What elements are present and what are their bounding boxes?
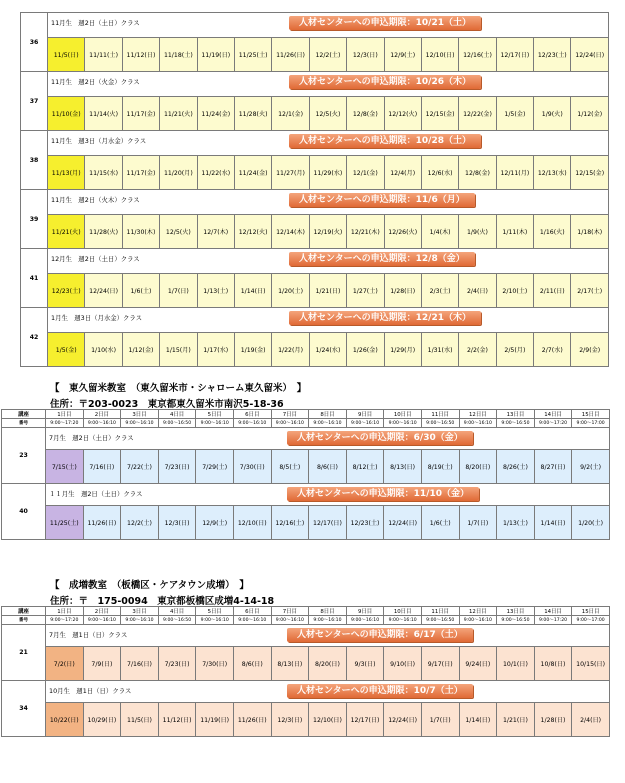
date-cell: 12/16(土) [271,506,309,540]
date-cell: 1/22(月) [272,333,309,367]
hours-cell: 9:00～16:50 [497,419,535,428]
date-cell: 1/14(日) [534,506,572,540]
date-cell: 11/5(日) [48,38,85,72]
course-dates-row [21,156,609,190]
course-dates-row [2,647,610,681]
course-number: 39 [21,190,48,249]
date-cell: 1/6(土) [421,506,459,540]
date-cell: 12/9(土) [196,506,234,540]
date-cell: 11/18(土) [160,38,197,72]
date-cell: 12/6(水) [421,156,458,190]
course-dates-row [21,97,609,131]
date-cell: 1/7(日) [459,506,497,540]
date-cell: 11/12(日) [122,38,159,72]
day-header-cell: 2日目 [83,607,121,616]
course-caption-row [21,131,609,156]
date-cell: 11/22(水) [197,156,234,190]
date-cell: 1/9(火) [459,215,496,249]
deadline-banner: 人材センターへの申込期限：11/6（月） [289,193,475,207]
day-header-row [2,410,610,419]
day-header-cell: 5日目 [196,607,234,616]
day-header-cell: 3日目 [121,607,159,616]
date-cell: 11/28(火) [85,215,122,249]
date-cell: 12/15(金) [421,97,458,131]
date-cell: 12/5(火) [160,215,197,249]
day-header-cell: 14日目 [534,410,572,419]
course-caption [46,681,610,703]
deadline-banner: 人材センターへの申込期限：12/21（木） [289,311,481,325]
date-cell: 1/13(土) [497,506,535,540]
day-header-cell: 8日目 [309,607,347,616]
class-name: 7月生 週1日（日）クラス [49,631,128,639]
date-cell: 12/26(火) [384,215,421,249]
date-cell: 7/15(土) [46,450,84,484]
date-cell: 10/22(日) [46,703,84,737]
date-cell: 7/30(日) [233,450,271,484]
date-cell: 8/13(日) [384,450,422,484]
label-number: 番号 [2,419,46,428]
class-name: 11月生 週2日（火金）クラス [51,78,140,86]
date-cell: 12/24(日) [85,274,122,308]
date-cell: 7/2(日) [46,647,84,681]
date-cell: 11/25(土) [234,38,271,72]
date-cell: 12/10(日) [421,38,458,72]
date-cell: 1/5(金) [496,97,533,131]
class-name: 10月生 週1日（日）クラス [49,687,132,695]
date-cell: 1/17(水) [197,333,234,367]
date-cell: 12/11(月) [496,156,533,190]
date-cell: 12/17(日) [496,38,533,72]
date-cell: 12/22(金) [459,97,496,131]
classroom-heading: 【 東久留米教室 （東久留米市・シャローム東久留米） 】 [50,383,307,394]
hours-cell: 9:00～16:10 [271,419,309,428]
date-cell: 12/12(火) [234,215,271,249]
day-header-cell: 9日目 [346,607,384,616]
date-cell: 1/26(金) [347,333,384,367]
day-header-cell: 12日目 [459,410,497,419]
course-number: 37 [21,72,48,131]
day-header-cell: 1日目 [46,410,84,419]
date-cell: 11/27(月) [272,156,309,190]
course-dates-row [2,703,610,737]
date-cell: 12/8(金) [459,156,496,190]
date-cell: 10/15(日) [572,647,610,681]
course-caption [48,131,609,156]
date-cell: 12/16(土) [459,38,496,72]
date-cell: 12/12(火) [384,97,421,131]
date-cell: 9/3(日) [346,647,384,681]
course-dates-row [21,215,609,249]
label-number: 番号 [2,616,46,625]
date-cell: 10/29(日) [83,703,121,737]
day-header-row [2,607,610,616]
hours-cell: 9:00～16:10 [233,419,271,428]
date-cell: 11/26(日) [233,703,271,737]
day-header-cell: 9日目 [346,410,384,419]
course-caption [46,428,610,450]
course-dates-row [2,506,610,540]
class-name: １１月生 週2日（土日）クラス [49,490,143,498]
class-name: 7月生 週2日（土日）クラス [49,434,134,442]
date-cell: 9/10(日) [384,647,422,681]
date-cell: 12/2(土) [309,38,346,72]
course-caption [48,72,609,97]
hours-cell: 9:00～16:50 [421,419,459,428]
date-cell: 7/23(日) [158,647,196,681]
course-number: 23 [2,428,46,484]
course-number: 36 [21,13,48,72]
date-cell: 11/25(土) [46,506,84,540]
deadline-banner: 人材センターへの申込期限：12/8（金） [289,252,475,266]
course-caption-row [21,72,609,97]
date-cell: 1/29(月) [384,333,421,367]
date-cell: 12/2(土) [121,506,159,540]
date-cell: 7/9(日) [83,647,121,681]
hours-cell: 9:00～16:10 [271,616,309,625]
section-course-schedule-1 [0,0,625,372]
hours-cell: 9:00～16:10 [196,616,234,625]
date-cell: 12/23(土) [534,38,571,72]
date-cell: 7/16(日) [121,647,159,681]
schedule-table-1 [20,12,609,367]
classroom-address: 住所：〒 175-0094 東京都板橋区成増4-14-18 [50,596,275,607]
day-header-cell: 12日目 [459,607,497,616]
date-cell: 12/14(木) [272,215,309,249]
hours-cell: 9:00～16:10 [346,616,384,625]
date-cell: 1/7(日) [421,703,459,737]
day-header-cell: 6日目 [233,410,271,419]
course-dates-row [21,274,609,308]
date-cell: 11/14(火) [85,97,122,131]
day-header-cell: 2日目 [83,410,121,419]
date-cell: 11/30(木) [122,215,159,249]
date-cell: 1/20(土) [572,506,610,540]
date-cell: 8/20(日) [459,450,497,484]
date-cell: 1/11(木) [496,215,533,249]
date-cell: 1/18(木) [571,215,609,249]
day-header-cell: 3日目 [121,410,159,419]
hours-cell: 9:00～17:20 [46,419,84,428]
date-cell: 11/21(火) [160,97,197,131]
deadline-banner: 人材センターへの申込期限：11/10（金） [287,487,479,501]
date-cell: 9/24(日) [459,647,497,681]
course-dates-row [21,38,609,72]
course-caption [48,308,609,333]
date-cell: 11/24(金) [197,97,234,131]
hours-cell: 9:00～17:20 [46,616,84,625]
course-caption-row [21,308,609,333]
class-name: 11月生 週2日（火木）クラス [51,196,140,204]
hours-cell: 9:00～16:50 [158,419,196,428]
date-cell: 2/5(月) [496,333,533,367]
date-cell: 12/9(土) [384,38,421,72]
date-cell: 8/19(土) [421,450,459,484]
deadline-banner: 人材センターへの申込期限：10/7（土） [287,684,473,698]
date-cell: 2/9(金) [571,333,609,367]
course-caption [48,249,609,274]
date-cell: 8/6(日) [309,450,347,484]
date-cell: 2/11(日) [534,274,571,308]
classroom-address: 住所：〒203-0023 東京都東久留米市南沢5-18-36 [50,399,284,410]
date-cell: 2/7(水) [534,333,571,367]
schedule-table-3 [1,606,610,737]
date-cell: 10/1(日) [497,647,535,681]
date-cell: 11/12(日) [158,703,196,737]
date-cell: 12/3(日) [158,506,196,540]
date-cell: 1/27(土) [347,274,384,308]
date-cell: 8/5(土) [271,450,309,484]
date-cell: 12/23(土) [48,274,85,308]
date-cell: 12/13(水) [534,156,571,190]
date-cell: 12/24(日) [384,703,422,737]
date-cell: 8/26(土) [497,450,535,484]
hours-cell: 9:00～16:10 [233,616,271,625]
date-cell: 11/20(月) [160,156,197,190]
day-header-cell: 4日目 [158,410,196,419]
day-header-cell: 6日目 [233,607,271,616]
day-header-cell: 8日目 [309,410,347,419]
date-cell: 12/3(日) [347,38,384,72]
day-header-cell: 15日目 [572,410,610,419]
date-cell: 12/10(日) [309,703,347,737]
date-cell: 8/6(日) [233,647,271,681]
date-cell: 12/1(金) [347,156,384,190]
date-cell: 1/13(土) [197,274,234,308]
class-name: 11月生 週3日（月水金）クラス [51,137,147,145]
date-cell: 12/10(日) [233,506,271,540]
hours-cell: 9:00～17:20 [534,616,572,625]
date-cell: 12/5(火) [309,97,346,131]
date-cell: 12/17(日) [309,506,347,540]
hours-cell: 9:00～16:10 [459,419,497,428]
date-cell: 1/14(日) [234,274,271,308]
course-caption-row [21,190,609,215]
date-cell: 11/5(日) [121,703,159,737]
hours-cell: 9:00～16:10 [384,616,422,625]
day-header-cell: 14日目 [534,607,572,616]
day-header-cell: 4日目 [158,607,196,616]
date-cell: 12/1(金) [272,97,309,131]
date-cell: 12/8(金) [347,97,384,131]
date-cell: 7/29(土) [196,450,234,484]
date-cell: 7/30(日) [196,647,234,681]
date-cell: 1/12(金) [571,97,609,131]
date-cell: 1/7(日) [160,274,197,308]
deadline-banner: 人材センターへの申込期限：10/21（土） [289,16,481,30]
course-dates-row [21,333,609,367]
date-cell: 1/10(水) [85,333,122,367]
deadline-banner: 人材センターへの申込期限：6/17（土） [287,628,473,642]
date-cell: 11/26(日) [83,506,121,540]
date-cell: 11/10(金) [48,97,85,131]
classroom-heading: 【 成増教室 （板橋区・ケアタウン成増） 】 [50,580,249,591]
date-cell: 11/21(火) [48,215,85,249]
course-number: 42 [21,308,48,367]
hours-cell: 9:00～16:10 [196,419,234,428]
course-number: 38 [21,131,48,190]
course-caption-row [21,249,609,274]
hours-cell: 9:00～16:10 [83,419,121,428]
date-cell: 2/4(日) [459,274,496,308]
hours-row [2,616,610,625]
hours-row [2,419,610,428]
date-cell: 1/5(金) [48,333,85,367]
course-dates-row [2,450,610,484]
deadline-banner: 人材センターへの申込期限：10/28（土） [289,134,481,148]
date-cell: 1/16(火) [534,215,571,249]
date-cell: 1/15(月) [160,333,197,367]
date-cell: 11/19(日) [196,703,234,737]
day-header-cell: 11日目 [421,410,459,419]
class-name: 12月生 週2日（土日）クラス [51,255,140,263]
date-cell: 12/15(金) [571,156,609,190]
course-caption-row [2,484,610,506]
hours-cell: 9:00～16:10 [309,616,347,625]
schedule-table-2 [1,409,610,540]
date-cell: 2/10(土) [496,274,533,308]
course-caption-row [2,681,610,703]
day-header-cell: 11日目 [421,607,459,616]
date-cell: 11/29(水) [309,156,346,190]
class-name: 11月生 週2日（土日）クラス [51,19,140,27]
day-header-cell: 1日目 [46,607,84,616]
hours-cell: 9:00～16:10 [346,419,384,428]
date-cell: 9/2(土) [572,450,610,484]
day-header-cell: 13日目 [497,607,535,616]
hours-cell: 9:00～17:00 [572,419,610,428]
date-cell: 1/12(金) [122,333,159,367]
course-caption-row [21,13,609,38]
date-cell: 11/11(土) [85,38,122,72]
date-cell: 11/26(日) [272,38,309,72]
date-cell: 11/13(月) [48,156,85,190]
label-course: 講座 [2,607,46,616]
course-number: 21 [2,625,46,681]
course-caption-row [2,625,610,647]
date-cell: 8/27(日) [534,450,572,484]
hours-cell: 9:00～17:00 [572,616,610,625]
date-cell: 12/24(日) [384,506,422,540]
date-cell: 11/17(金) [122,97,159,131]
section-narimasu [0,572,625,783]
date-cell: 8/12(土) [346,450,384,484]
date-cell: 1/20(土) [272,274,309,308]
date-cell: 12/3(日) [271,703,309,737]
course-caption [48,13,609,38]
date-cell: 1/28(日) [384,274,421,308]
date-cell: 1/21(日) [497,703,535,737]
hours-cell: 9:00～17:20 [534,419,572,428]
date-cell: 11/28(火) [234,97,271,131]
hours-cell: 9:00～16:10 [83,616,121,625]
date-cell: 2/17(土) [571,274,609,308]
course-caption-row [2,428,610,450]
date-cell: 1/9(火) [534,97,571,131]
date-cell: 7/22(土) [121,450,159,484]
date-cell: 2/3(土) [421,274,458,308]
hours-cell: 9:00～16:10 [309,419,347,428]
date-cell: 12/19(火) [309,215,346,249]
date-cell: 11/19(日) [197,38,234,72]
date-cell: 1/31(水) [421,333,458,367]
label-course: 講座 [2,410,46,419]
date-cell: 11/24(金) [234,156,271,190]
date-cell: 1/14(日) [459,703,497,737]
date-cell: 2/4(日) [572,703,610,737]
date-cell: 10/8(日) [534,647,572,681]
course-caption [46,625,610,647]
date-cell: 9/17(日) [421,647,459,681]
date-cell: 1/6(土) [122,274,159,308]
course-number: 34 [2,681,46,737]
date-cell: 12/21(木) [347,215,384,249]
day-header-cell: 7日目 [271,410,309,419]
hours-cell: 9:00～16:50 [497,616,535,625]
hours-cell: 9:00～16:10 [121,616,159,625]
hours-cell: 9:00～16:50 [421,616,459,625]
hours-cell: 9:00～16:50 [158,616,196,625]
day-header-cell: 10日目 [384,607,422,616]
date-cell: 1/24(水) [309,333,346,367]
deadline-banner: 人材センターへの申込期限：6/30（金） [287,431,473,445]
course-caption [46,484,610,506]
date-cell: 7/16(日) [83,450,121,484]
date-cell: 2/2(金) [459,333,496,367]
date-cell: 1/4(木) [421,215,458,249]
date-cell: 1/28(日) [534,703,572,737]
section-higashikurume [0,372,625,572]
day-header-cell: 13日目 [497,410,535,419]
day-header-cell: 7日目 [271,607,309,616]
date-cell: 12/23(土) [346,506,384,540]
date-cell: 12/24(日) [571,38,609,72]
date-cell: 8/13(日) [271,647,309,681]
date-cell: 12/17(日) [346,703,384,737]
date-cell: 11/15(水) [85,156,122,190]
day-header-cell: 15日目 [572,607,610,616]
date-cell: 7/23(日) [158,450,196,484]
hours-cell: 9:00～16:10 [384,419,422,428]
date-cell: 11/17(金) [122,156,159,190]
hours-cell: 9:00～16:10 [459,616,497,625]
day-header-cell: 10日目 [384,410,422,419]
course-caption [48,190,609,215]
date-cell: 12/7(木) [197,215,234,249]
deadline-banner: 人材センターへの申込期限：10/26（木） [289,75,481,89]
hours-cell: 9:00～16:10 [121,419,159,428]
date-cell: 12/4(月) [384,156,421,190]
day-header-cell: 5日目 [196,410,234,419]
course-number: 41 [21,249,48,308]
date-cell: 8/20(日) [309,647,347,681]
date-cell: 1/21(日) [309,274,346,308]
class-name: 1月生 週3日（月水金）クラス [51,314,143,322]
date-cell: 1/19(金) [234,333,271,367]
course-number: 40 [2,484,46,540]
